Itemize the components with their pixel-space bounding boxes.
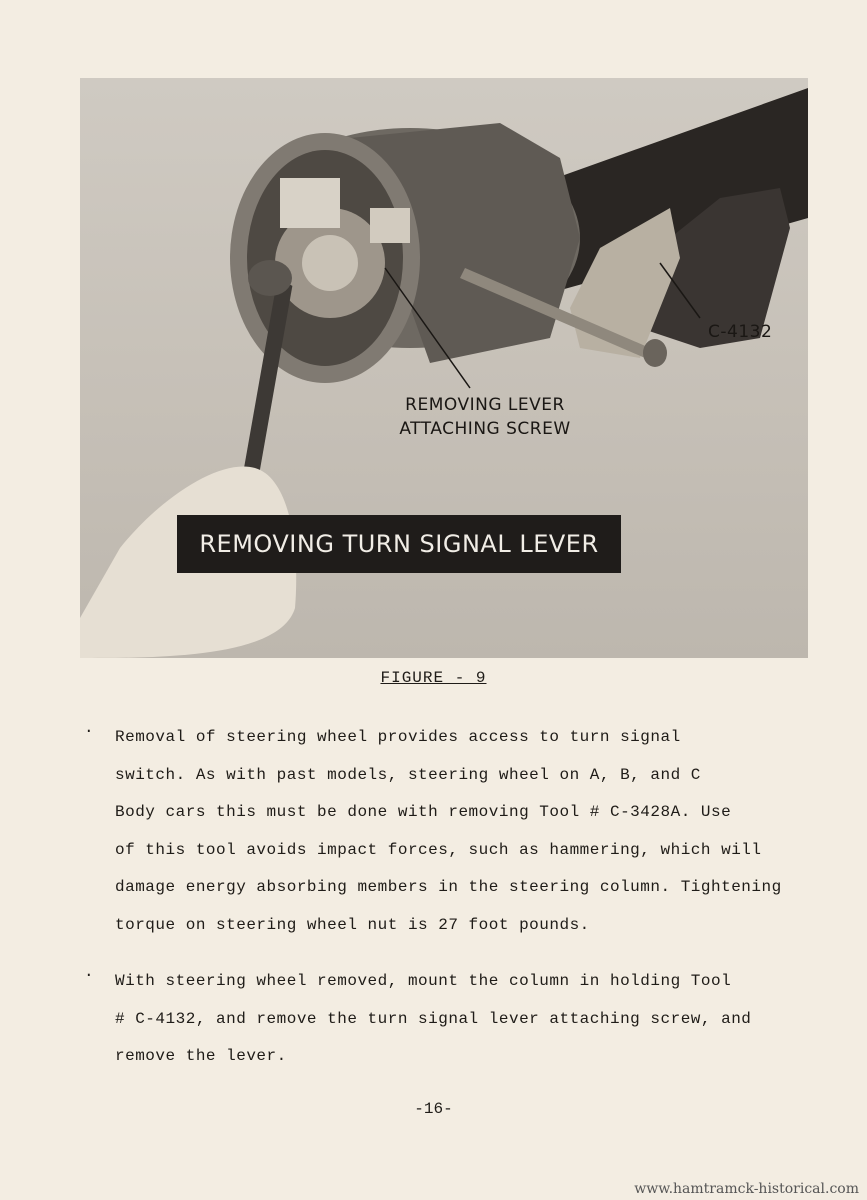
callout-tool-number: C-4132: [708, 322, 773, 342]
watermark: www.hamtramck-historical.com: [634, 1181, 859, 1197]
callout-lever-line1: REMOVING LEVER: [405, 395, 565, 415]
paragraph-line: switch. As with past models, steering wheel on A, B, and C: [115, 765, 701, 784]
paragraph-line: damage energy absorbing members in the steering column. Tightening: [115, 878, 782, 897]
callout-lever-line2: ATTACHING SCREW: [399, 419, 571, 439]
paragraph-steering-wheel-removal: [84, 719, 867, 945]
paragraph-line: Body cars this must be done with removing Tool # C-3428A. Use: [115, 803, 732, 822]
callout-lever-screw: [395, 393, 575, 441]
figure-photo: [80, 78, 808, 658]
paragraph-line: torque on steering wheel nut is 27 foot pounds.: [115, 915, 590, 934]
figure-title: FIGURE - 9: [380, 669, 487, 687]
paragraph-line: of this tool avoids impact forces, such as hammering, which will: [115, 840, 762, 859]
figure-banner: REMOVING TURN SIGNAL LEVER: [177, 515, 621, 573]
paragraph-line: With steering wheel removed, mount the column in holding Tool: [115, 972, 732, 990]
bullet-dot: .: [84, 963, 95, 981]
paragraph-lever-removal: [84, 963, 867, 1076]
paragraph-line: Removal of steering wheel provides access to turn signal: [115, 728, 681, 746]
bullet-dot: .: [84, 719, 95, 737]
paragraph-line: # C-4132, and remove the turn signal lever attaching screw, and: [115, 1009, 752, 1028]
paragraph-line: remove the lever.: [115, 1047, 287, 1066]
page-number: -16-: [414, 1100, 453, 1118]
